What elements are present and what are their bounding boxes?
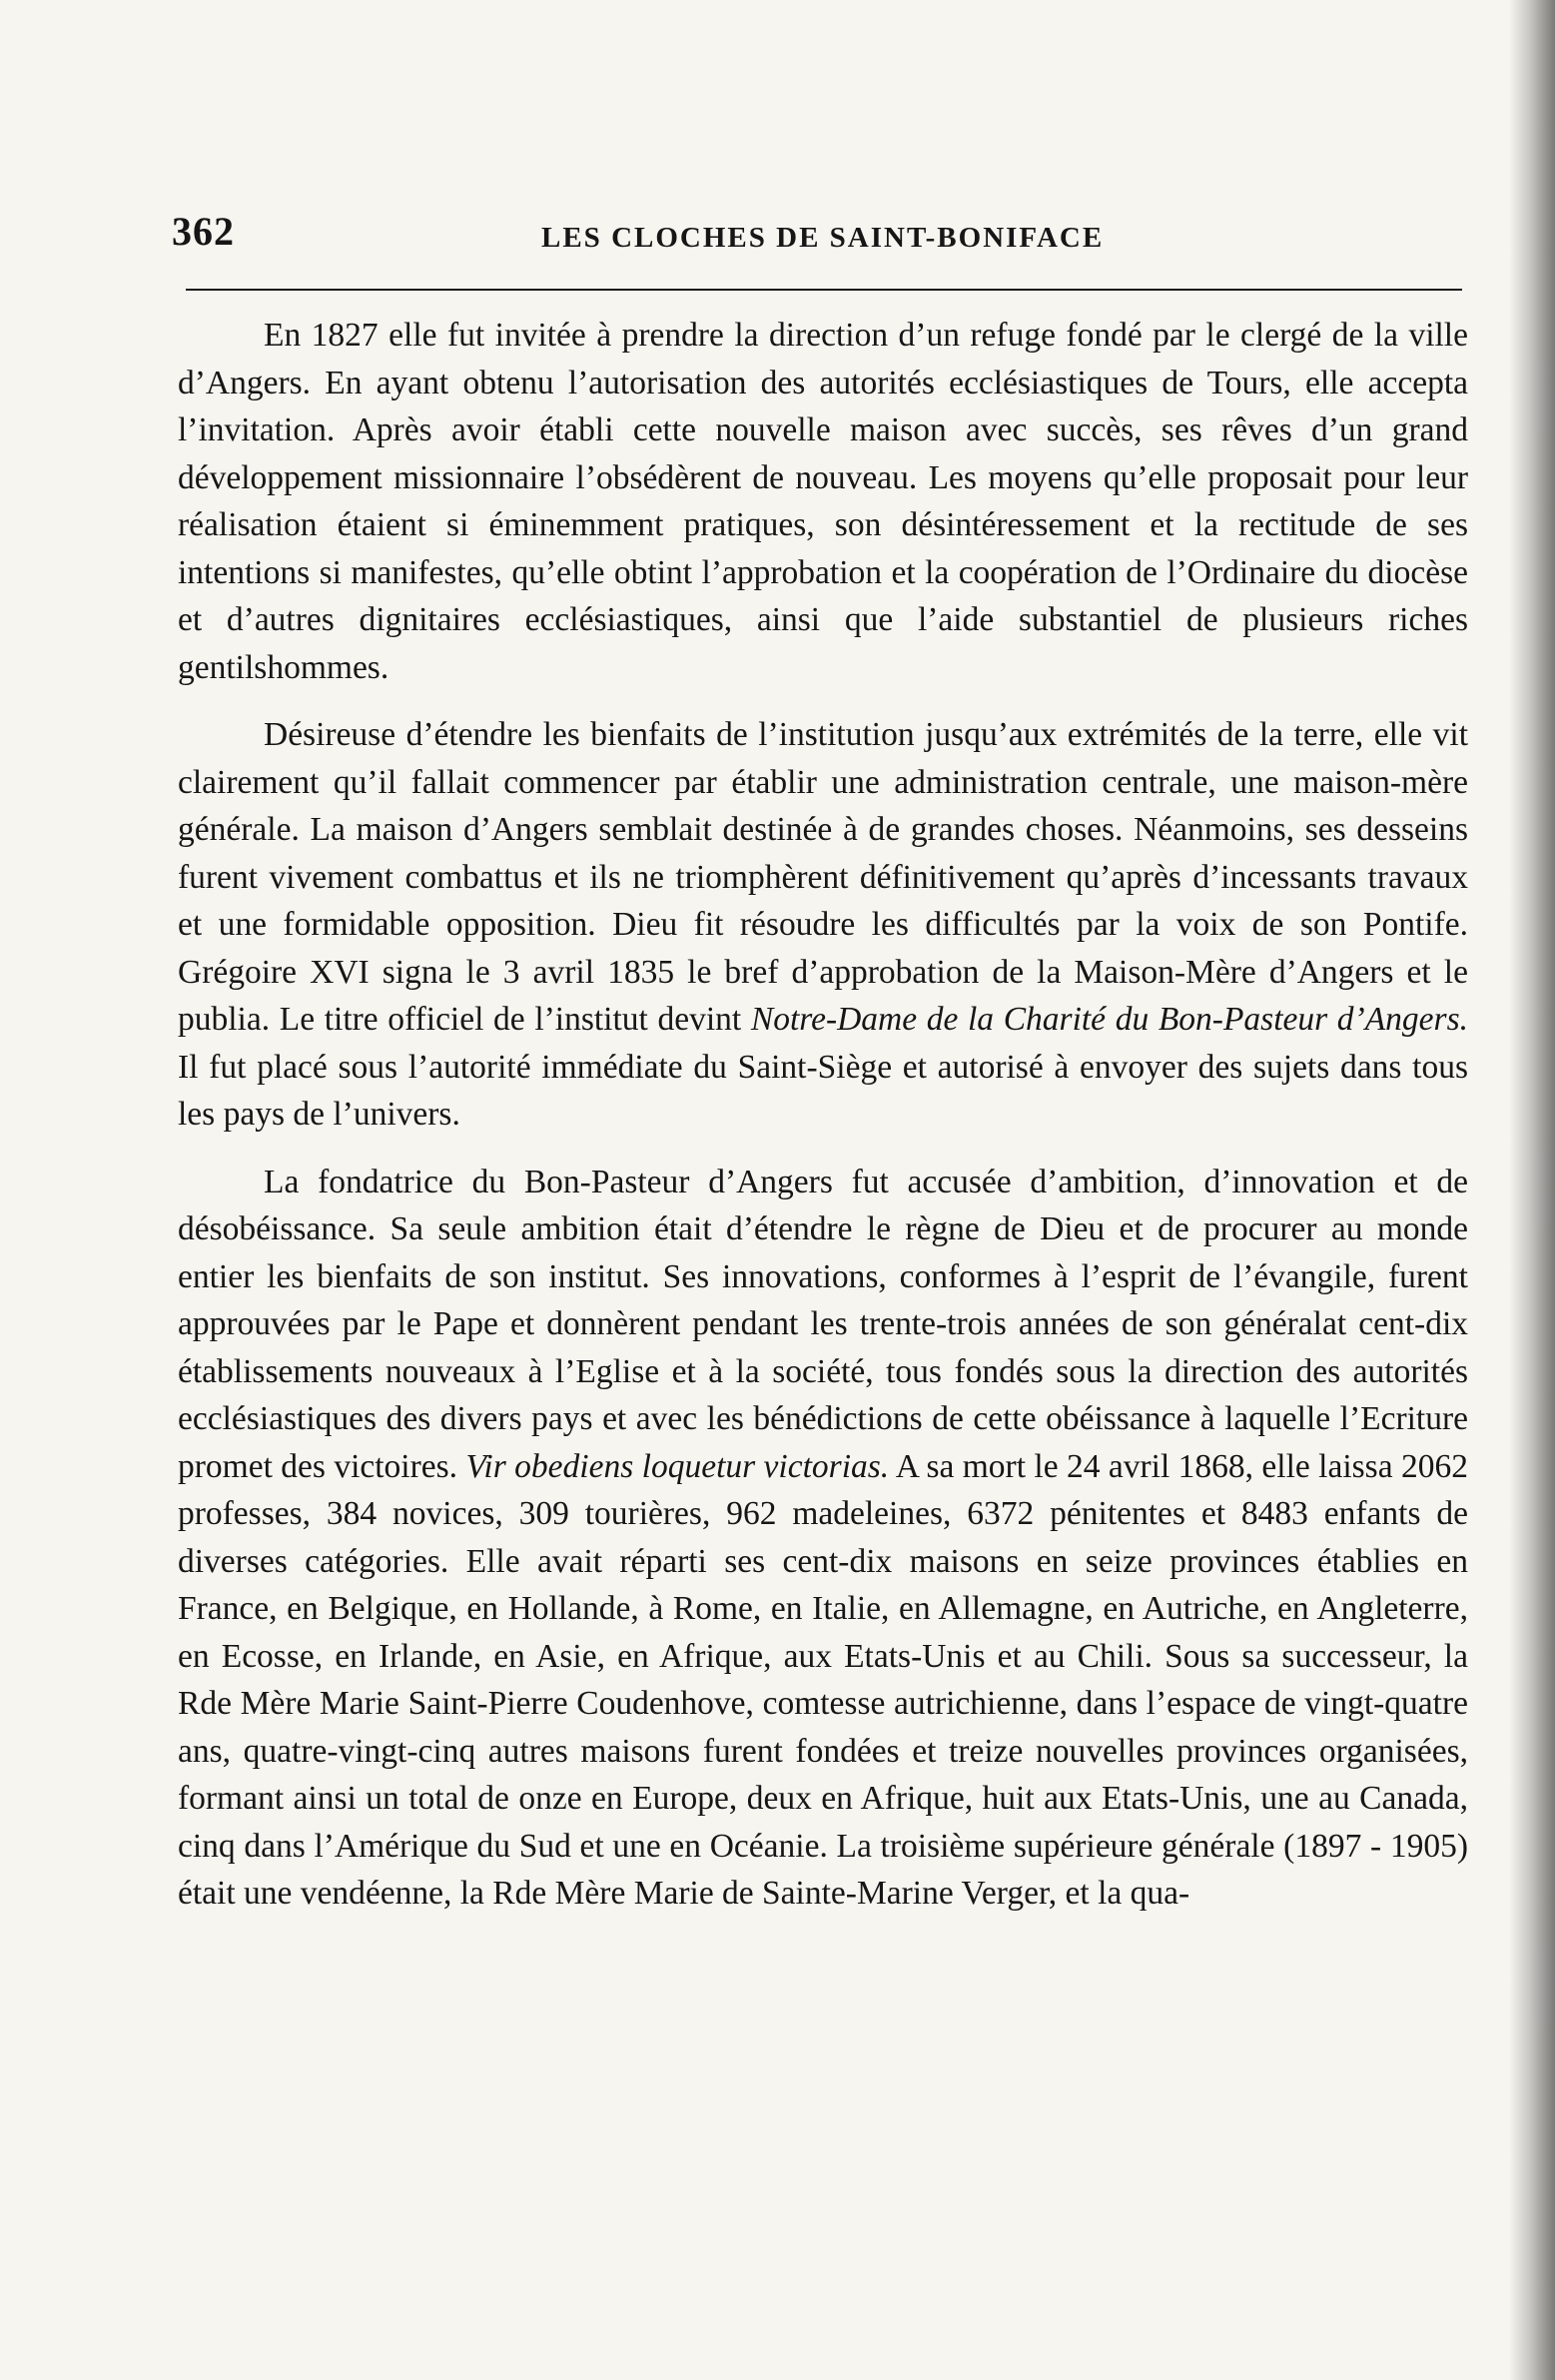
running-title: LES CLOCHES DE SAINT-BONIFACE (541, 222, 1105, 254)
paragraph-1 (178, 312, 1468, 691)
paragraph-2 (178, 711, 1468, 1139)
paragraph-3-latin-quote: Vir obediens loquetur victorias. (465, 1447, 890, 1485)
scan-edge-shadow (1509, 0, 1555, 2380)
paragraph-2-italic-title: Notre-Dame de la Charité du Bon-Pasteur d’Angers. (750, 1001, 1468, 1038)
paragraph-1-text: En 1827 elle fut invitée à prendre la direction d’un refuge fondé par le clergé de la ville d’Angers. En ayant obtenu l’autorisation des autorités ecclésiastiques de Tours, elle accepta l’invitation. Après avoir établi cette nouvelle maison avec succès, ses rêves d’un grand développement missionnaire l’obsédèrent de nouveau. Les moyens qu’elle proposait pour leur réalisation étaient si éminemment pratiques, son désintéressement et la rectitude de ses intentions si manifestes, qu’elle obtint l’approbation et la coopération de l’Ordinaire du diocèse et d’autres dignitaires ecclésiastiques, ainsi que l’aide substantiel de plusieurs riches gentilshommes. (178, 317, 1468, 686)
paragraph-2-text-after: Il fut placé sous l’autorité immédiate du Saint-Siège et autorisé à envoyer des sujets dans tous les pays de l’univers. (178, 1048, 1468, 1133)
page-number: 362 (172, 209, 235, 254)
paragraph-3-text-before: La fondatrice du Bon-Pasteur d’Angers fut accusée d’ambition, d’innovation et de désobéissance. Sa seule ambition était d’étendre le règne de Dieu et de procurer au monde entier les bienfaits de son institut. Ses innovations, conformes à l’esprit de l’évangile, furent approuvées par le Pape et donnèrent pendant les trente-trois années de son généralat cent-dix établissements nouveaux à l’Eglise et à la société, tous fondés sous la direction des autorités ecclésiastiques des divers pays et avec les bénédictions de cette obéissance à laquelle l’Ecriture promet des victoires. (178, 1163, 1468, 1485)
paragraph-2-text-before: Désireuse d’étendre les bienfaits de l’institution jusqu’aux extrémités de la terre, elle vit clairement qu’il fallait commencer par établir une administration centrale, une maison-mère générale. La maison d’Angers semblait destinée à de grandes choses. Néanmoins, ses desseins furent vivement combattus et ils ne triomphèrent définitivement qu’après d’incessants travaux et une formidable opposition. Dieu fit résoudre les difficultés par la voix de son Pontife. Grégoire XVI signa le 3 avril 1835 le bref d’approbation de la Maison-Mère d’Angers et le publia. Le titre officiel de l’institut devint (178, 716, 1468, 1038)
paragraph-3-text-after: A sa mort le 24 avril 1868, elle laissa 2062 professes, 384 novices, 309 tourières, 962 madeleines, 6372 pénitentes et 8483 enfants de diverses catégories. Elle avait réparti ses cent-dix maisons en seize provinces établies en France, en Belgique, en Hollande, à Rome, en Italie, en Allemagne, en Autriche, en Angleterre, en Ecosse, en Irlande, en Asie, en Afrique, aux Etats-Unis et au Chili. Sous sa successeur, la Rde Mère Marie Saint-Pierre Coudenhove, comtesse autrichienne, dans l’espace de vingt-quatre ans, quatre-vingt-cinq autres maisons furent fondées et treize nouvelles provinces organisées, formant ainsi un total de onze en Europe, deux en Afrique, huit aux Etats-Unis, une au Canada, cinq dans l’Amérique du Sud et une en Océanie. La troisième supérieure générale (1897 - 1905) était une vendéenne, la Rde Mère Marie de Sainte-Marine Verger, et la qua- (178, 1447, 1468, 1912)
running-head (172, 208, 1460, 268)
paragraph-3 (178, 1159, 1468, 1918)
body-text (178, 312, 1468, 1938)
header-rule (186, 289, 1462, 291)
